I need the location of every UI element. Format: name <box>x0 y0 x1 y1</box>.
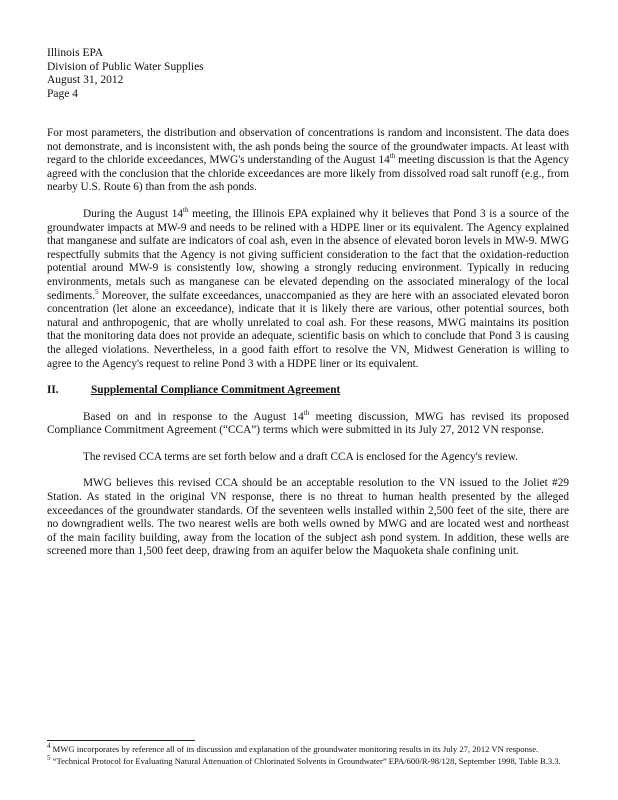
footnote-4: $^4$ MWG incorporates by reference all of its discussion and explanation of the groundwater monitoring results in its July 27, 2012 VN response. <box>47 742 539 754</box>
footnote-ref-5: 5 <box>95 287 99 296</box>
paragraph-revised-cca: Based on and in response to the August 14th meeting discussion, MWG has revised its proposed Compliance Commitment Agreement (“CCA”) terms which were submitted in its July 27, 2012 VN response. <box>47 408 569 437</box>
letter-header <box>47 47 204 101</box>
paragraph-pond3: During the August 14th meeting, the Illinois EPA explained why it believes that Pond 3 is a source of the groundwater impacts at MW-9 and needs to be relined with a HDPE liner or its equivalent. The Agency explained that manganese and sulfate are indicators of coal ash, even in the absence of elevated boron levels in MW-9. MWG respectfully submits that the Agency is not giving sufficient consideration to the fact that the oxidation-reduction potential around MW-9 is consistently low, showing a strongly reducing environment. Typically in reducing environments, metals such as manganese can be elevated depending on the associated mineralogy of the local sediments.$^5$ Moreover, the sulfate exceedances, unaccompanied as they are here with an associated elevated boron concentration (let alone an exceedance), indicate that it is likely there are various, other potential sources, both natural and anthropogenic, that are wholly unrelated to coal ash. For these reasons, MWG maintains its position that the monitoring data does not provide an adequate, scientific basis on which to conclude that Pond 3 is causing the alleged violations. Nevertheless, in a good faith effort to resolve the VN, Midwest Generation is willing to agree to the Agency's request to reline Pond 3 with a HDPE liner or its equivalent. <box>47 206 569 370</box>
letter-date: August 31, 2012 <box>47 74 124 86</box>
footnote-5: $^5$ “Technical Protocol for Evaluating Natural Attenuation of Chlorinated Solvents in Groundwater” EPA/600/R-98/128, September 1998, Table B.3.3. <box>47 754 561 766</box>
paragraph-resolution: MWG believes this revised CCA should be an acceptable resolution to the VN issued to the Joliet #29 Station. As stated in the original VN response, there is no threat to human health presented by the alleged exceedances of the groundwater standards. Of the seventeen wells installed within 2,500 feet of the site, there are no downgradient wells. The two nearest wells are both wells owned by MWG and are located west and northeast of the main facility building, away from the location of the subject ash pond system. In addition, these wells are screened more than 1,500 feet deep, drawing from an aquifer below the Maquoketa shale confining unit. <box>47 477 569 558</box>
section-title: Supplemental Compliance Commitment Agreement <box>91 384 341 397</box>
letter-body <box>47 127 569 572</box>
section-number: II. <box>47 384 59 397</box>
recipient-agency: Illinois EPA <box>47 47 104 59</box>
footnotes <box>47 744 569 768</box>
footnote-divider <box>47 740 195 741</box>
paragraph-chloride: For most parameters, the distribution and observation of concentrations is random and inconsistent. The data does not demonstrate, and is inconsistent with, the ash ponds being the source of the groundwater impacts. At least with regard to the chloride exceedances, MWG's understanding of the August 14th meeting discussion is that the Agency agreed with the conclusion that the chloride exceedances are more likely from dissolved road salt runoff (e.g., from nearby U.S. Route 6) than from the ash ponds. <box>47 127 569 194</box>
recipient-division: Division of Public Water Supplies <box>47 60 204 73</box>
paragraph-cca-terms: The revised CCA terms are set forth below and a draft CCA is enclosed for the Agency's review. <box>83 450 518 463</box>
section-heading <box>47 384 569 398</box>
page-number: Page 4 <box>47 87 78 100</box>
